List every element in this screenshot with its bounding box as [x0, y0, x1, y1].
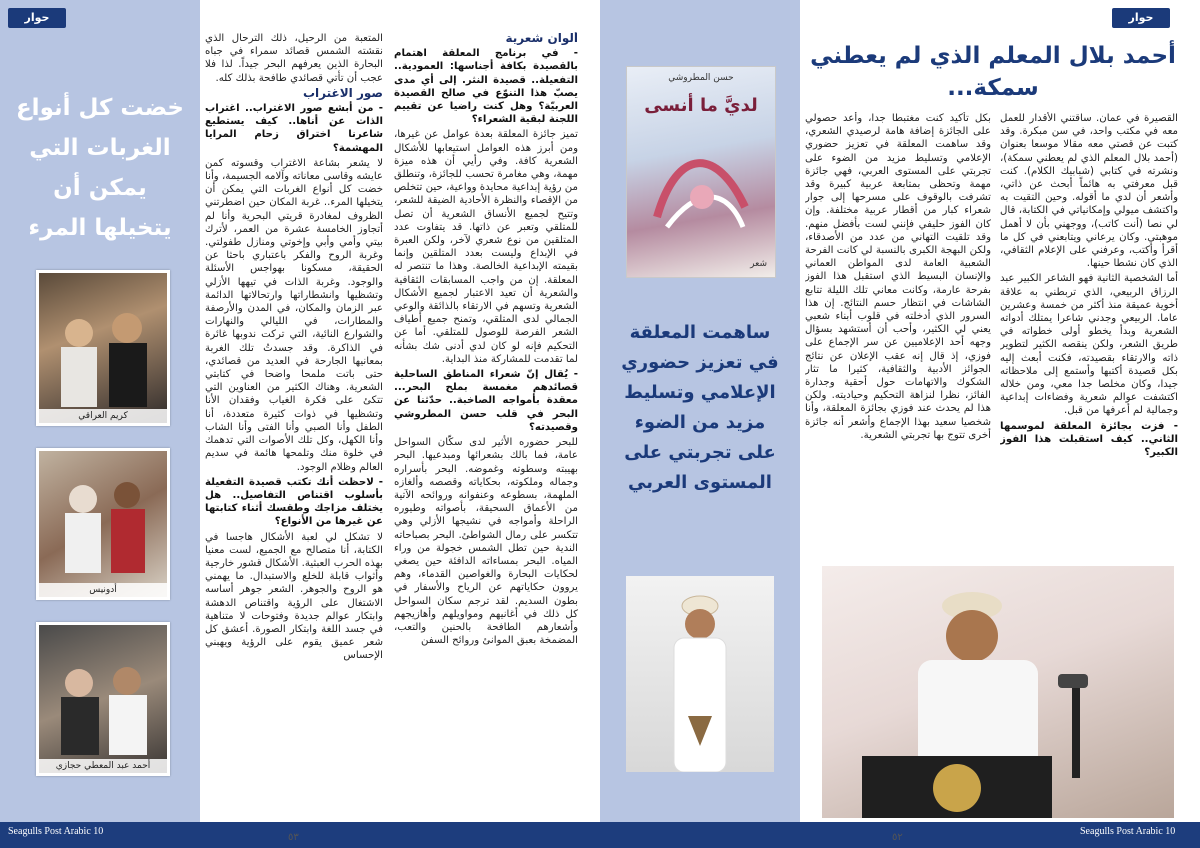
photo-poet-standing: [626, 576, 774, 772]
col2-question-1: - في برنامج المعلقة اهتمام بالقصيدة بكافة أجناسها: العمودية.. التفعيلة.. قصيدة النثر. إلى أي مدى يصبّ هذا التنوّع في صالح القصيدة العربيّة؟ وهل كنت راضيا عن تقييم اللجنة لبقية الشعراء؟: [394, 48, 578, 126]
photo-hegazi: [36, 622, 170, 776]
col4-paragraph-2: أما الشخصية الثانية فهو الشاعر الكبير عبد الرزاق الربيعي، الذي تربطني به علاقة أخوية عميقة منذ أكثر من خمسة وعشرين عاما. الربيعي وجدني شاعرا يمتلك أدواته الشعرية وبدأ يخطو أولى خطواته في طريق الشعر، ولكن ينقصه الكثير لتطوير ذاته والارتقاء بقصيدته، فكنت أبعث إليه بكل قصيدة أكتبها وأستمع إلى ملاحظاته جيدا، وكان مخلصا جدا معي، ومن خلاله اكتشفت عوالم شعرية وفضاءات إبداعية وجمالية لم أعرفها من قبل.: [1000, 273, 1178, 417]
text-column-1: [205, 32, 383, 792]
people-photo-icon: [39, 451, 167, 597]
col1-paragraph-3: لا تشكل لي لعبة الأشكال هاجسا في الكتابة، أنا متصالح مع الجميع، لست معنيا بهذه الحرب العبثية. الأشكال قشور خارجية وأثواب قابلة للخلع والاستبدال. ما يهمني هو الروح والجوهر. الشعر جوهر أساسه الاشتغال على الرؤية واقتناص الدهشة وابتكار عوالم جديدة وفتوحات لا متناهية في جسد اللغة وابتكار الصورة. أعشق كل شعر عميق يقوم على الرؤية ويهبني الإحساس: [205, 531, 383, 662]
left-page: [0, 0, 600, 822]
col3-paragraph-1: بكل تأكيد كنت مغتبطا جدا، وأعد حصولي على الجائزة إضافة هامة لرصيدي الشعري، وقد ساهمت المعلقة في تعزيز حضوري الإعلامي وتسليط مزيد من الضوء على تجربتي على المستوى العربي، فهي جائزة مهمة وتحظى بمتابعة عربية كبيرة وقد تشرفت بالوقوف على مسرحها إلى جوار شعراء كبار من أقطار عربية مختلفة. وإن كان الفوز حليفي فإنني لست بأفضل منهم. وقد تلقيت التهاني من عدد من الأصدقاء، ولكن البهجة الكبرى بالنسبة لي كانت الفرحة الشعبية العامة لدى المواطن العماني والإنسان البسيط الذي استقبل هذا الفوز بفرحة عارمة، وكانت معاني تلك الليلة تتابع الشاشات في انتظار حسم النتائج. إن هذا السرور الذي أدخلته في قلوب أبناء شعبي يعني لي الكثير، وأحب أن أستشهد بسؤال وجهه أحد الإعلاميين عن سر الإجماع على فوزي، إذ قال إنه عقب الإعلان عن نتائج الجوائز الأدبية والثقافية، كثيرا ما تثار الشكوك والاتهامات حول أحقية وجدارة الفائز، نظرا لنزاهة التحكيم وحياديته. ولكن هذا لم يحدث عند فوزي بجائزة المعلقة، وأنا شخصيا سعيد بهذا الإجماع وأشعر أنه جائزة أخرى تتوج بها تجربتي الشعرية.: [805, 113, 991, 441]
col4-question-1: - فزت بجائزة المعلقة لموسمها الثاني.. كيف استقبلت هذا الفوز الكبير؟: [1000, 420, 1178, 459]
col2-paragraph-1: تميز جائزة المعلقة بعدة عوامل عن غيرها، ومن أبرز هذه العوامل استيعابها للأشكال الشعرية كافة. وفي رأيي أن هذه ميزة مهمة، وهي مغامرة تحسب للجائزة، وتنطلق من رؤية إبداعية محايدة وواعية، حين تتخلص من الإقصاء والنظرة الأحادية الضيقة للشعر، وتتيح لجميع الأنساق الشعرية أن تصل للمتلقي وتعبر عن ذاتها. قد يتفاوت عدد المتلقين من نوع شعري لآخر، ولكن العبرة في الإبداع وليست بعدد المتلقين وإنما بقيمته الإبداعية الخالصة. وهذا ما تنتصر له المعلقة. إن من واجب المسابقات الثقافية والشعرية أن تعيد الاعتبار لجميع الأشكال الشعرية وتسهم في الارتقاء بالذائقة والوعي الجمالي لدى المتلقي، وتمنح جميع أطياف الشعر الفرصة للوصول للمتلقي. أما عن التحكيم فإنه لو كان لدي أدنى شك بشأنه لما تقدمت للمشاركة منذ البداية.: [394, 129, 578, 365]
col1-subheading: صور الاغتراب: [303, 85, 383, 100]
pull-quote-left: خضت كل أنواع الغربات التي يمكن أن يتخيلها المرء: [15, 95, 185, 241]
photo-adonis: [36, 448, 170, 600]
photo-karim-iraqi: [36, 270, 170, 426]
people-photo-icon: [39, 625, 167, 773]
col2-paragraph-2: للبحر حضوره الأثير لدى سكّان السواحل عامة، فما بالك بشعرائها ومبدعيها. البحر بهيبته وسطوته وغموضه. البحر بأسراره وجماله وملكوته، بحكاياته وقصصه وألغازه الملهمة، بسطوعه وعنفوانه وروائحه الآتية من الأعماق السحيقة، بأصواته وطيوره الراحلة وأمواجه في نشيجها الأزلي وهي تتكسر على رمال الشواطئ. البحر بصباحاته الندية حين تطل الشمس خجولة من وراء المياه. البحر بمساءاته الدافئة حين يصغي لحكايات البحارة والغواصين القدماء، وهم يروون حكاياتهم عن الرياح والأسفار في بطون السديم. لقد ترجم سكان السواحل كل ذلك في أغانيهم ومواويلهم وأهازيجهم وأشعارهم الطافحة بالحنين والتعب، المضمخة بعبق الموانئ وروائح السفن: [394, 437, 578, 647]
col1-question-2: - لاحظت أنك تكتب قصيدة التفعيلة بأسلوب اقتناص التفاصيل.. هل يختلف مزاجك وطقسك أثناء كتابتها عن غيرها من الأنواع؟: [205, 476, 383, 528]
book-art-icon: [647, 127, 755, 237]
page-number-left: ٥٣: [288, 832, 299, 843]
text-column-3: [805, 112, 991, 552]
book-title: لديَّ ما أنسى: [644, 95, 758, 116]
footer-brand-right: Seagulls Post Arabic 10: [1080, 826, 1176, 837]
right-page: [600, 0, 1200, 822]
book-author: حسن المطروشي: [668, 73, 734, 83]
col2-question-2: - يُقال إنّ شعراء المناطق الساحلية قصائدهم مغمسة بملح البحر... معقدة بأمواجه الصاخبة.. حدّثنا عن البحر في قلب حسن المطروشي وقصيدته؟: [394, 369, 578, 433]
photo-poet-podium: [822, 566, 1174, 818]
poet-portrait-icon: [626, 576, 774, 772]
col4-paragraph-1: القصيرة في عمان. ساقتني الأقدار للعمل معه في مكتب واحد، في سن مبكرة. وقد كتبت عن قصتي معه مقالا موسعا بعنوان (أحمد بلال المعلم الذي لم يعطني سمكة)، ونشرته في كتابي (شبابيك الكلام). كنت قبل معرفتي به هائماً أبحث عن ذاتي، وأشعر أن لدي ما أقوله. وحين التقيت به واكتشف ميولي وإمكانياتي في الكتابة، قال لي نصا (أنت كاتب)، ووجهني بأن لا أهمل موهبتي. وكان يرعاني ويتابعني في كل ما أقرأ وأكتب، وعرفني على الإعلام الثقافي، الذي كان نشطا حينها.: [1000, 113, 1178, 270]
people-photo-icon: [39, 273, 167, 423]
pull-quote-center: ساهمت المعلقة في تعزيز حضوري الإعلامي وتسليط مزيد من الضوء على تجربتي على المستوى العربي: [621, 322, 779, 493]
podium-scene-icon: [822, 566, 1174, 818]
book-cover: [626, 66, 776, 278]
footer-brand-left: Seagulls Post Arabic 10: [8, 826, 104, 837]
caption-photo3: أحمد عبد المعطي حجازي: [39, 759, 167, 773]
page-number-right: ٥٢: [892, 832, 903, 843]
section-tag-right: حوار: [1112, 8, 1170, 28]
col1-question-1: - من أبشع صور الاغتراب.. اغتراب الذات عن أناها.. كيف يستطيع شاعرنا اختراق زحام المرايا المهشمة؟: [205, 103, 383, 154]
section-tag-left: حوار: [8, 8, 66, 28]
col1-paragraph-2: لا يشعر بشاعة الاغتراب وقسوته كمن عايشه وقاسى معاناته وآلامه الجسيمة، وأنا خضت كل أنواع الغربات التي يمكن أن يتخيلها المرء.. غربة المكان حين اضطرتني الظروف لمغادرة قريتي البحرية وأنا لم أتجاوز الخامسة عشرة من العمر، لأترك بيتي وأمي وأبي وإخوتي ومنازل طفولتي. وغربة الروح والفكر باعتباري باحثا عن الحقيقة، مسكونا بهواجس الأسئلة والوجود. وغربة الذات في تيهها الأزلي وتشظيها وانشطاراتها وارتحالاتها الدائمة عبر الزمان والمكان، في المدن والأرصفة والمطارات، في الليالي والنهارات والشوارع النائية، التي تركت ندوبها غائرة في الذاكرة. وقد جسدتُ تلك الغربة بمعانيها الجارحة في العديد من قصائدي، حتى باتت ملمحا واضحا في كتابتي الشعرية. وهناك الكثير من العناوين التي تتكئ على فكرة الغياب وفقدان الأنا وتشظيها في ذوات كثيرة متعددة، أنا الطفل وأنا الصبي وأنا الفتى وأنا الشاب وأنا الكهل، وكل تلك الأصوات التي تدهمك في خلوة منك وتلمحها هائمة في سديم العالم وظلام الوجود.: [205, 157, 383, 473]
text-column-2: [394, 32, 578, 792]
text-column-4: [1000, 112, 1178, 552]
col1-paragraph-1: المتعبة من الرحيل، ذلك الترحال الذي نقشته الشمس قصائد سمراء في جباه البحارة الذين يعرفهم البحر جيداً. لذا فلا عجب أن تأتي قصائدي طافحة بذلك كله.: [205, 33, 383, 84]
book-genre: شعر: [750, 259, 767, 269]
caption-photo2: أدونيس: [39, 583, 167, 597]
headline: أحمد بلال المعلم الذي لم يعطني سمكة...: [810, 43, 1176, 101]
caption-photo1: كريم العراقي: [39, 409, 167, 423]
col2-subheading: ألوان شعرية: [505, 32, 578, 45]
